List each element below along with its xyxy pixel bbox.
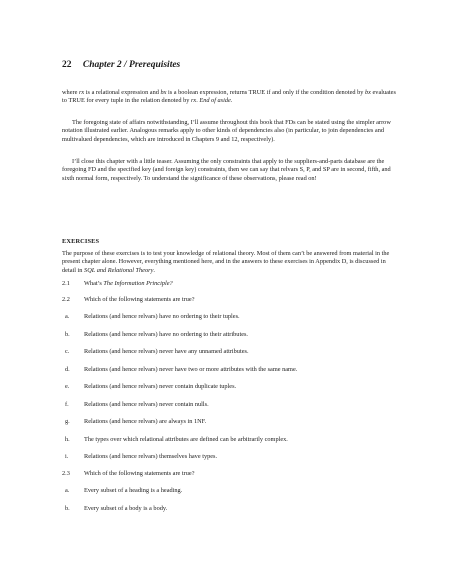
exercise-2-3-item: a. Every subset of a heading is a heading. bbox=[65, 487, 183, 494]
end-of-aside: End of aside. bbox=[199, 97, 233, 105]
exercise-2-2-item: i. Relations (and hence relvars) themselves have types. bbox=[65, 453, 218, 460]
paragraph-aside-end: where rx is a relational expression and bx is a boolean expression, returns TRUE if and only if the condition denoted by bx evaluates to TRUE for every tuple in the relation denoted by rx. End of aside. bbox=[62, 89, 396, 105]
exercise-2-3: 2.3 Which of the following statements are true? bbox=[62, 470, 195, 477]
exercise-2-2-item: g. Relations (and hence relvars) are always in 1NF. bbox=[65, 418, 207, 425]
exercise-2-2-item: d. Relations (and hence relvars) never have two or more attributes with the same name. bbox=[65, 366, 298, 373]
exercises-heading: EXERCISES bbox=[62, 238, 100, 245]
exercise-2-3-item: b. Every subset of a body is a body. bbox=[65, 505, 168, 512]
paragraph-teaser: I’ll close this chapter with a little teaser. Assuming the only constraints that apply to the suppliers-and-parts database are the foregoing FD and the specified key (and foreign key) constraints, then we can say that relvars S, P, and SP are in second, fifth, and sixth normal form, respectively. To understand the significance of these observations, please read on! bbox=[62, 158, 391, 182]
paragraph-notation: The foregoing state of affairs notwithstanding, I’ll assume throughout this book that FDs can be stated using the simpler arrow notation illustrated earlier. Analogous remarks apply to other kinds of dependencies also (in particular, to join dependencies and multivalued dependencies, which are introduced in Chapters 9 and 12, respectively). bbox=[62, 119, 391, 143]
exercise-2-2: 2.2 Which of the following statements are true? bbox=[62, 296, 195, 303]
exercise-2-2-item: h. The types over which relational attributes are defined can be arbitrarily complex. bbox=[65, 436, 288, 443]
exercise-2-2-item: b. Relations (and hence relvars) have no ordering to their attributes. bbox=[65, 331, 249, 338]
exercise-2-2-item: f. Relations (and hence relvars) never contain nulls. bbox=[65, 401, 209, 408]
exercise-2-1: 2.1 What’s The Information Principle? bbox=[62, 280, 173, 287]
chapter-title: Chapter 2 / Prerequisites bbox=[82, 60, 181, 70]
page-number: 22 bbox=[62, 60, 72, 70]
exercise-2-2-item: a. Relations (and hence relvars) have no ordering to their tuples. bbox=[65, 313, 240, 320]
exercises-intro: The purpose of these exercises is to test your knowledge of relational theory. Most of them can’t be answered from material in the present chapter alone. However, everything mentioned here, and in the answers to these exercises in Appendix D, is discussed in detail in SQL and Relational Theory. bbox=[62, 250, 390, 274]
book-title: SQL and Relational Theory bbox=[84, 266, 154, 274]
exercise-2-2-item: e. Relations (and hence relvars) never contain duplicate tuples. bbox=[65, 383, 237, 390]
running-head bbox=[62, 59, 180, 71]
exercise-2-2-item: c. Relations (and hence relvars) never have any unnamed attributes. bbox=[65, 348, 249, 355]
